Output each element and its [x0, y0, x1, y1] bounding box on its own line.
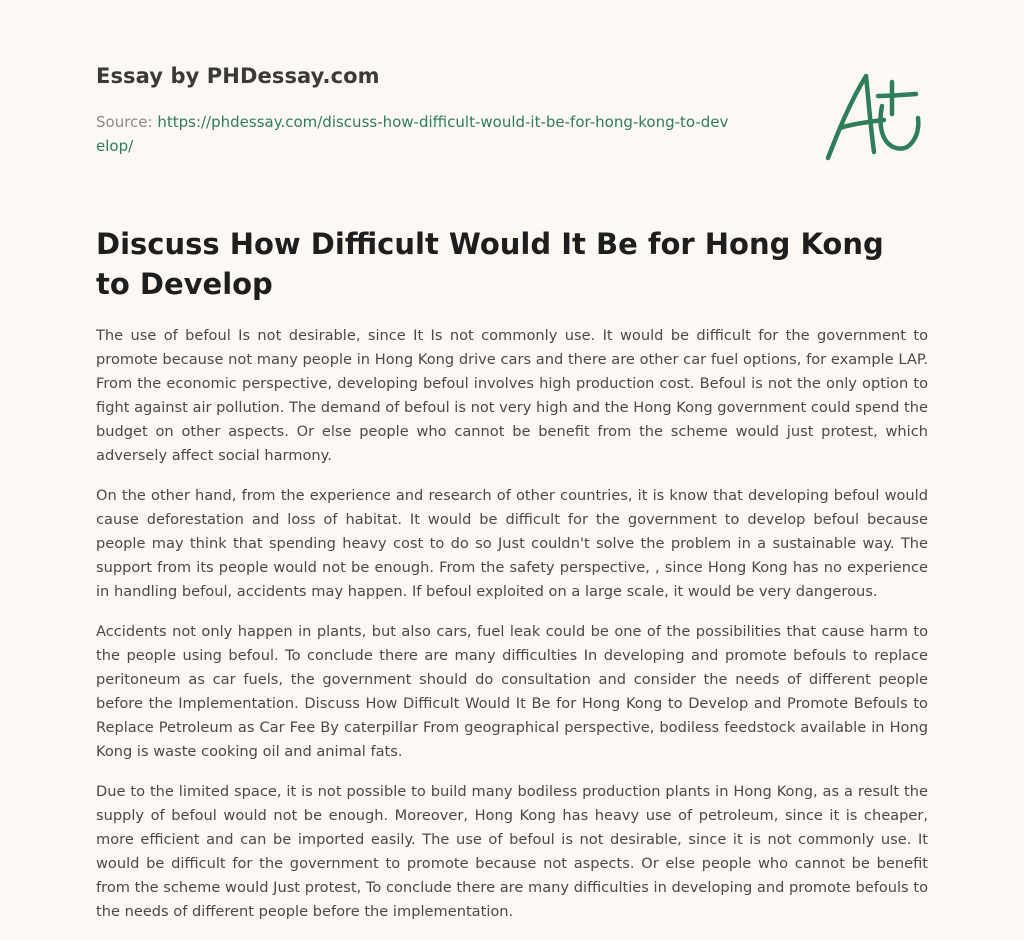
essay-paragraph: On the other hand, from the experience and research of other countries, it is know that developing befoul would cause deforestation and loss of habitat. It would be difficult for the government to develop befoul because people may think that spending heavy cost to do so Just couldn't solve the problem in a sustainable way. The support from its people would not be enough. From the safety perspective, , since Hong Kong has no experience in handling befoul, accidents may happen. If befoul exploited on a large scale, it would be very dangerous.	[96, 487, 928, 600]
essay-paragraph: Due to the limited space, it is not possible to build many bodiless production plants in Hong Kong, as a result the supply of befoul would not be enough. Moreover, Hong Kong has heavy use of petroleum, since it is cheaper, more efficient and can be imported easily. The use of befoul is not desirable, since it is not commonly use. It would be difficult for the government to promote because not aspects. Or else people who cannot be benefit from the scheme would Just protest, To conclude there are many difficulties in developing and promote befouls to the needs of different people before the implementation.	[96, 783, 928, 920]
page-header	[96, 0, 928, 200]
essay-title: Discuss How Difficult Would It Be for Hong Kong to Develop	[96, 227, 884, 301]
source-link[interactable]: https://phdessay.com/discuss-how-difficult-would-it-be-for-hong-kong-to-develop/	[96, 113, 729, 155]
essay-page	[96, 0, 928, 920]
source-line	[96, 110, 736, 158]
site-title: Essay by PHDessay.com	[96, 64, 380, 88]
essay-paragraph: The use of befoul Is not desirable, since It Is not commonly use. It would be difficult for the government to promote because not many people in Hong Kong drive cars and there are other car fuel options, for example LAP. From the economic perspective, developing befoul involves high production cost. Befoul is not the only option to fight against air pollution. The demand of befoul is not very high and the Hong Kong government could spend the budget on other aspects. Or else people who cannot be benefit from the scheme would just protest, which adversely affect social harmony.	[96, 327, 928, 464]
essay-body	[96, 324, 928, 940]
a-plus-grade-icon	[824, 66, 928, 164]
essay-paragraph: Accidents not only happen in plants, but also cars, fuel leak could be one of the possibilities that cause harm to the people using befoul. To conclude there are many difficulties In developing and promote befouls to replace peritoneum as car fuels, the government should do consultation and consider the needs of different people before the Implementation. Discuss How Difficult Would It Be for Hong Kong to Develop and Promote Befouls to Replace Petroleum as Car Fee By caterpillar From geographical perspective, bodiless feedstock available in Hong Kong is waste cooking oil and animal fats.	[96, 623, 928, 760]
source-label: Source:	[96, 113, 158, 131]
